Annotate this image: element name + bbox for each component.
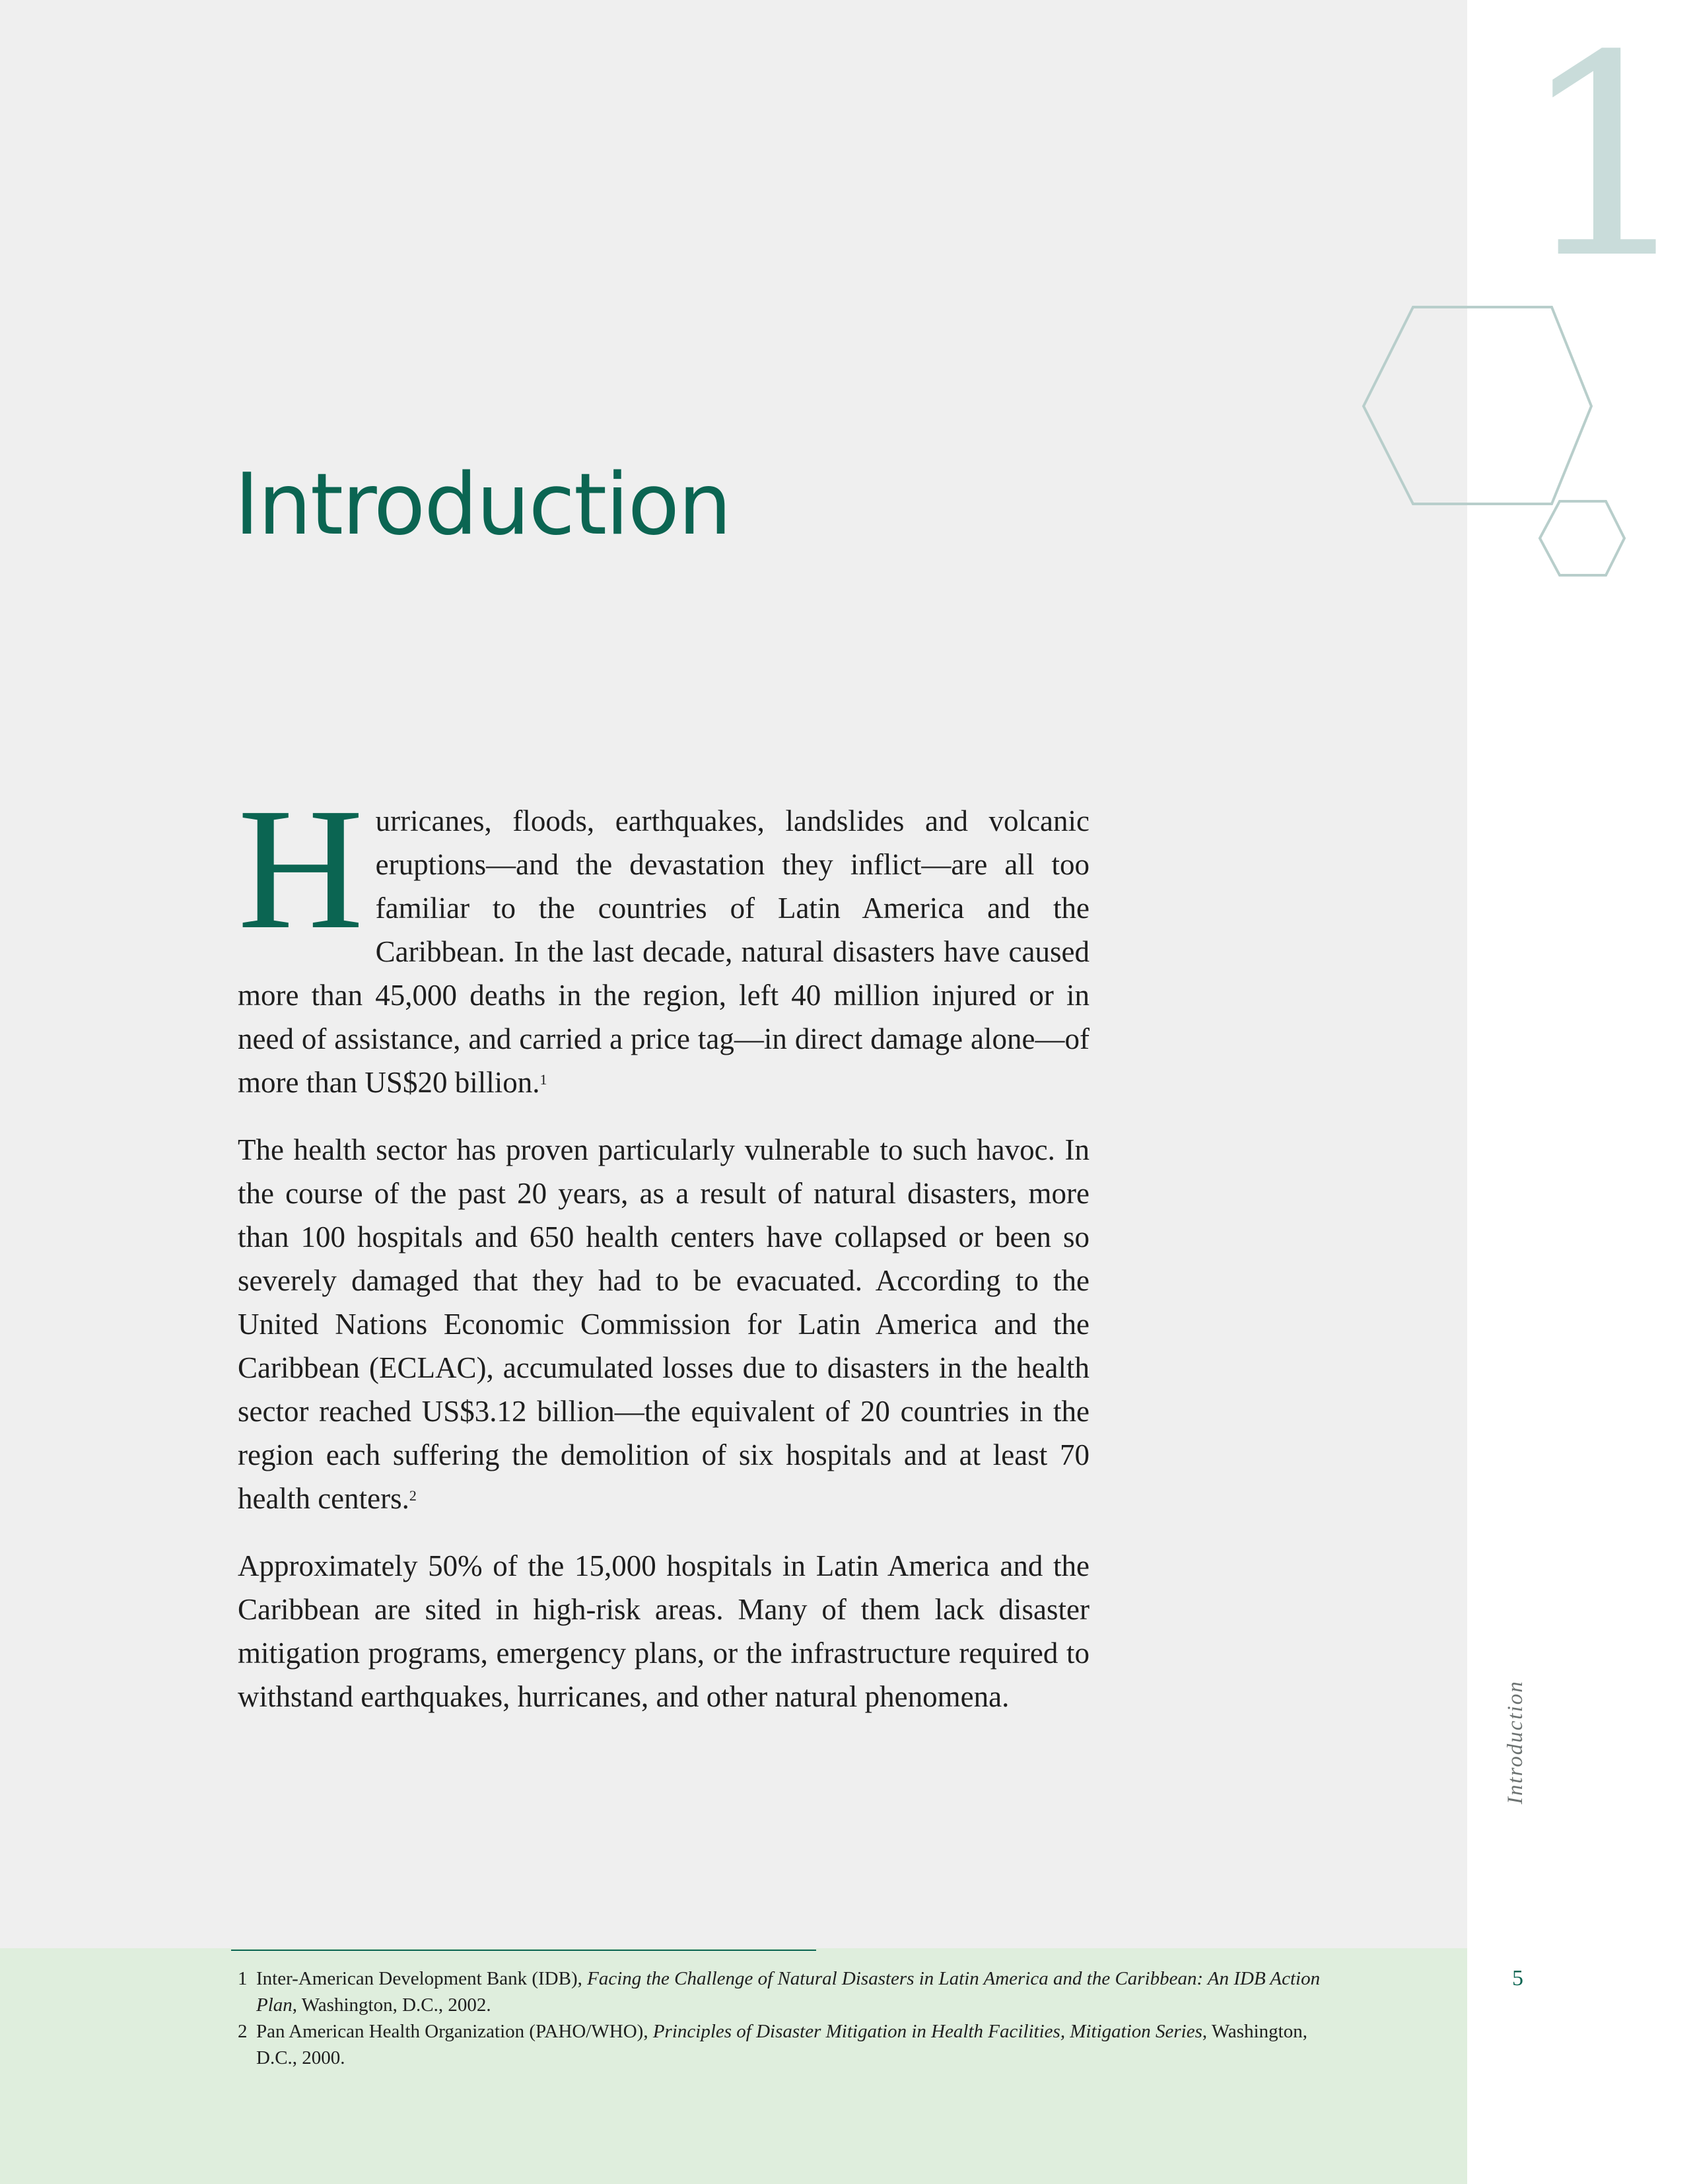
hexagon-small-icon: [1540, 501, 1624, 575]
paragraph-2-text: The health sector has proven particularly vulnerable to such havoc. In the course of the past 20 years, as a result of natural disasters, more than 100 hospitals and 650 health centers have collapsed or been so severely damaged that they had to be evacuated. According to the United Nations Economic Commission for Latin America and the Caribbean (ECLAC), accumulated losses due to disasters in the health sector reached US$3.12 billion—the equivalent of 20 countries in the region each suffering the demolition of six hospitals and at least 70 health centers.: [238, 1133, 1090, 1515]
footnote-title: Principles of Disaster Mitigation in Health Facilities, Mitigation Series: [652, 2021, 1202, 2042]
paragraph-2: [238, 1128, 1090, 1520]
paragraph-3: [238, 1544, 1090, 1718]
body-text: [238, 773, 1090, 1742]
page-number: 5: [1512, 1966, 1523, 1990]
footnote-divider: [231, 1950, 816, 1951]
footnotes: [238, 1965, 1347, 2071]
footnote-ref-2[interactable]: 2: [409, 1487, 417, 1504]
footnote-number: 2: [238, 2021, 248, 2042]
footnote-1: [238, 1965, 1347, 2018]
drop-cap: H: [238, 773, 364, 966]
paragraph-1-text: urricanes, floods, earthquakes, landslides and volcanic eruptions—and the devastation they inflict—are all too familiar to the countries of Latin America and the Caribbean. In the last decade, natural disasters have caused more than 45,000 deaths in the region, left 40 million injured or in need of assistance, and carried a price tag—in direct damage alone—of more than US$20 billion.: [238, 804, 1090, 1099]
footnote-2: [238, 2018, 1347, 2071]
footnote-text: [256, 2018, 1347, 2071]
hexagon-large-icon: [1364, 307, 1591, 504]
running-head: Introduction: [1504, 1680, 1527, 1804]
footnote-ref-1[interactable]: 1: [539, 1071, 547, 1088]
chapter-number: 1: [1519, 0, 1695, 320]
paragraph-3-text: Approximately 50% of the 15,000 hospitals in Latin America and the Caribbean are sited in high-risk areas. Many of them lack disaster mitigation programs, emergency plans, or the infrastructure required to withstand earthquakes, hurricanes, and other natural phenomena.: [238, 1549, 1090, 1713]
footnote-number: 1: [238, 1968, 248, 1989]
footnote-publication: , Washington, D.C., 2000.: [256, 2021, 1307, 2068]
hexagon-decoration: [1347, 300, 1638, 591]
footnote-author: Pan American Health Organization (PAHO/WHO),: [256, 2021, 653, 2042]
footnote-title: Facing the Challenge of Natural Disasters in Latin America and the Caribbean: An IDB Action Plan: [256, 1968, 1321, 2016]
footnote-author: Inter-American Development Bank (IDB),: [256, 1968, 588, 1989]
footnote-publication: , Washington, D.C., 2002.: [292, 1994, 491, 2016]
footnote-text: [256, 1965, 1347, 2018]
paragraph-1: [238, 773, 1090, 1104]
page-title: Introduction: [234, 456, 731, 554]
